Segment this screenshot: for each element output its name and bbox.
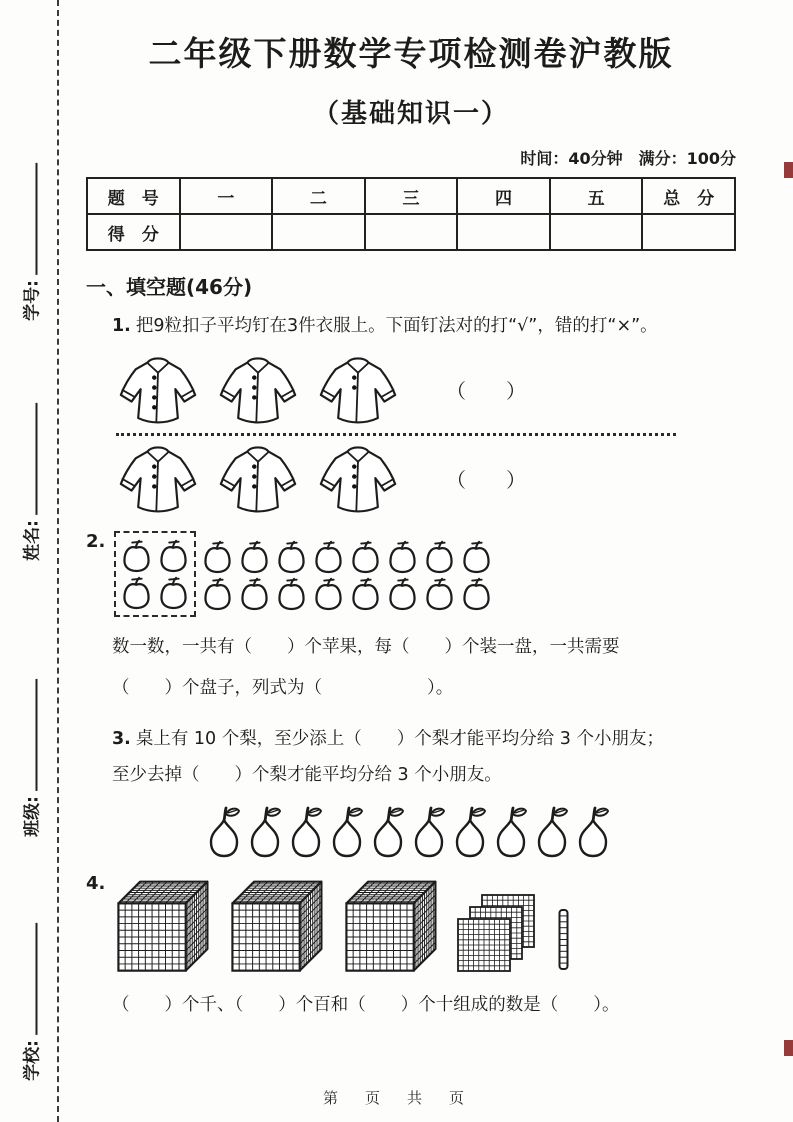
name-label: 姓名: — [22, 520, 43, 561]
apple-icon — [387, 576, 418, 611]
pear-icon — [286, 805, 326, 859]
dashed-selection-box — [114, 531, 196, 617]
question-text: 把9粒扣子平均钉在3件衣服上。下面钉法对的打“√”，错的打“×”。 — [135, 316, 658, 336]
score-empty-cell — [457, 214, 550, 250]
score-empty-cell — [180, 214, 273, 250]
apple-icon — [276, 576, 307, 611]
time-score-info: 时间：40分钟 满分：100分 — [520, 149, 736, 168]
page-footer: 第 页 共 页 — [322, 1089, 470, 1107]
q2-illustration — [114, 531, 492, 617]
answer-blank: （ ） — [446, 379, 526, 404]
question-text: （ ）个盘子，列式为（ ）。 — [112, 677, 454, 698]
apple-icon — [424, 576, 455, 611]
pear-icon — [409, 805, 449, 859]
question-text: 桌上有 10 个梨，至少添上（ ）个梨才能平均分给 3 个小朋友； — [135, 729, 664, 749]
score-header-cell: 三 — [365, 178, 458, 214]
apple-icon — [276, 539, 307, 574]
question-text: 至少去掉（ ）个梨才能平均分给 3 个小朋友。 — [112, 764, 502, 785]
blank-line — [34, 403, 38, 515]
jacket-icon — [316, 352, 400, 428]
apple-icon — [350, 576, 381, 611]
apple-icon — [239, 576, 270, 611]
score-table — [86, 177, 736, 251]
jacket-group — [116, 441, 400, 517]
exam-subtitle: （基础知识一） — [312, 99, 509, 129]
apple-icon — [239, 539, 270, 574]
question-text: 数一数，一共有（ ）个苹果，每（ ）个装一盘，一共需要 — [112, 636, 620, 657]
apple-icon — [461, 576, 492, 611]
q3-illustration — [204, 805, 736, 859]
score-empty-cell — [365, 214, 458, 250]
pear-icon — [450, 805, 490, 859]
section-title: 一、填空题(46分) — [86, 275, 253, 299]
pear-icon — [573, 805, 613, 859]
apple-icon — [313, 576, 344, 611]
score-header-cell: 题 号 — [87, 178, 180, 214]
score-header-cell: 五 — [550, 178, 643, 214]
pear-icon — [368, 805, 408, 859]
score-header-cell: 二 — [272, 178, 365, 214]
apple-icon — [202, 539, 233, 574]
jacket-group — [116, 352, 400, 428]
score-empty-cell — [550, 214, 643, 250]
q4-illustration — [114, 873, 571, 975]
score-header-cell: 一 — [180, 178, 273, 214]
question-number: 1. — [112, 316, 131, 336]
edge-mark-top — [784, 162, 793, 178]
jacket-icon — [116, 441, 200, 517]
fold-dashed-line — [57, 0, 59, 1122]
question-3 — [86, 725, 736, 859]
apple-icon — [202, 576, 233, 611]
exam-content — [86, 14, 736, 1016]
question-number: 2. — [86, 530, 106, 552]
question-text: （ ）个千、（ ）个百和（ ）个十组成的数是（ ）。 — [112, 994, 620, 1015]
blank-line — [34, 923, 38, 1035]
apple-icon — [121, 538, 152, 573]
pear-icon — [245, 805, 285, 859]
margin-field-school — [18, 923, 43, 1081]
question-number: 4. — [86, 872, 106, 894]
pear-icon — [532, 805, 572, 859]
q1-row-1 — [116, 350, 676, 430]
apple-icon — [121, 575, 152, 610]
pear-icon — [204, 805, 244, 859]
apple-icon — [387, 539, 418, 574]
jacket-icon — [216, 441, 300, 517]
student-id-label: 学号: — [22, 280, 43, 321]
margin-field-name — [18, 403, 43, 561]
margin-field-student-id — [18, 163, 43, 321]
margin-field-class — [18, 679, 43, 837]
class-label: 班级: — [22, 796, 43, 837]
blank-line — [34, 163, 38, 275]
score-empty-cell — [272, 214, 365, 250]
pear-icon — [491, 805, 531, 859]
pear-icon — [327, 805, 367, 859]
ten-rod-icon — [556, 905, 571, 975]
q1-row-2 — [116, 439, 676, 519]
score-table-header-row — [87, 178, 735, 214]
school-label: 学校: — [22, 1040, 43, 1081]
exam-title: 二年级下册数学专项检测卷沪教版 — [148, 34, 674, 73]
question-number: 3. — [112, 729, 131, 749]
q1-illustration — [116, 350, 676, 519]
question-4 — [86, 873, 736, 1016]
apple-icon — [158, 575, 189, 610]
thousand-cube-icon — [342, 873, 442, 975]
thousand-cube-icon — [228, 873, 328, 975]
answer-blank: （ ） — [446, 468, 526, 493]
edge-mark-bottom — [784, 1040, 793, 1056]
jacket-icon — [316, 441, 400, 517]
apple-grid — [196, 531, 492, 611]
question-2 — [86, 531, 736, 709]
score-header-cell: 四 — [457, 178, 550, 214]
jacket-icon — [116, 352, 200, 428]
dotted-divider — [116, 433, 676, 436]
hundred-flat-icon — [456, 889, 542, 975]
jacket-icon — [216, 352, 300, 428]
apple-icon — [350, 539, 381, 574]
apple-icon — [313, 539, 344, 574]
score-table-score-row — [87, 214, 735, 250]
q2-text — [112, 627, 736, 709]
question-1 — [86, 312, 736, 519]
apple-icon — [461, 539, 492, 574]
score-row-label: 得 分 — [87, 214, 180, 250]
score-header-cell: 总 分 — [642, 178, 735, 214]
score-empty-cell — [642, 214, 735, 250]
thousand-cube-icon — [114, 873, 214, 975]
blank-line — [34, 679, 38, 791]
apple-icon — [424, 539, 455, 574]
apple-icon — [158, 538, 189, 573]
